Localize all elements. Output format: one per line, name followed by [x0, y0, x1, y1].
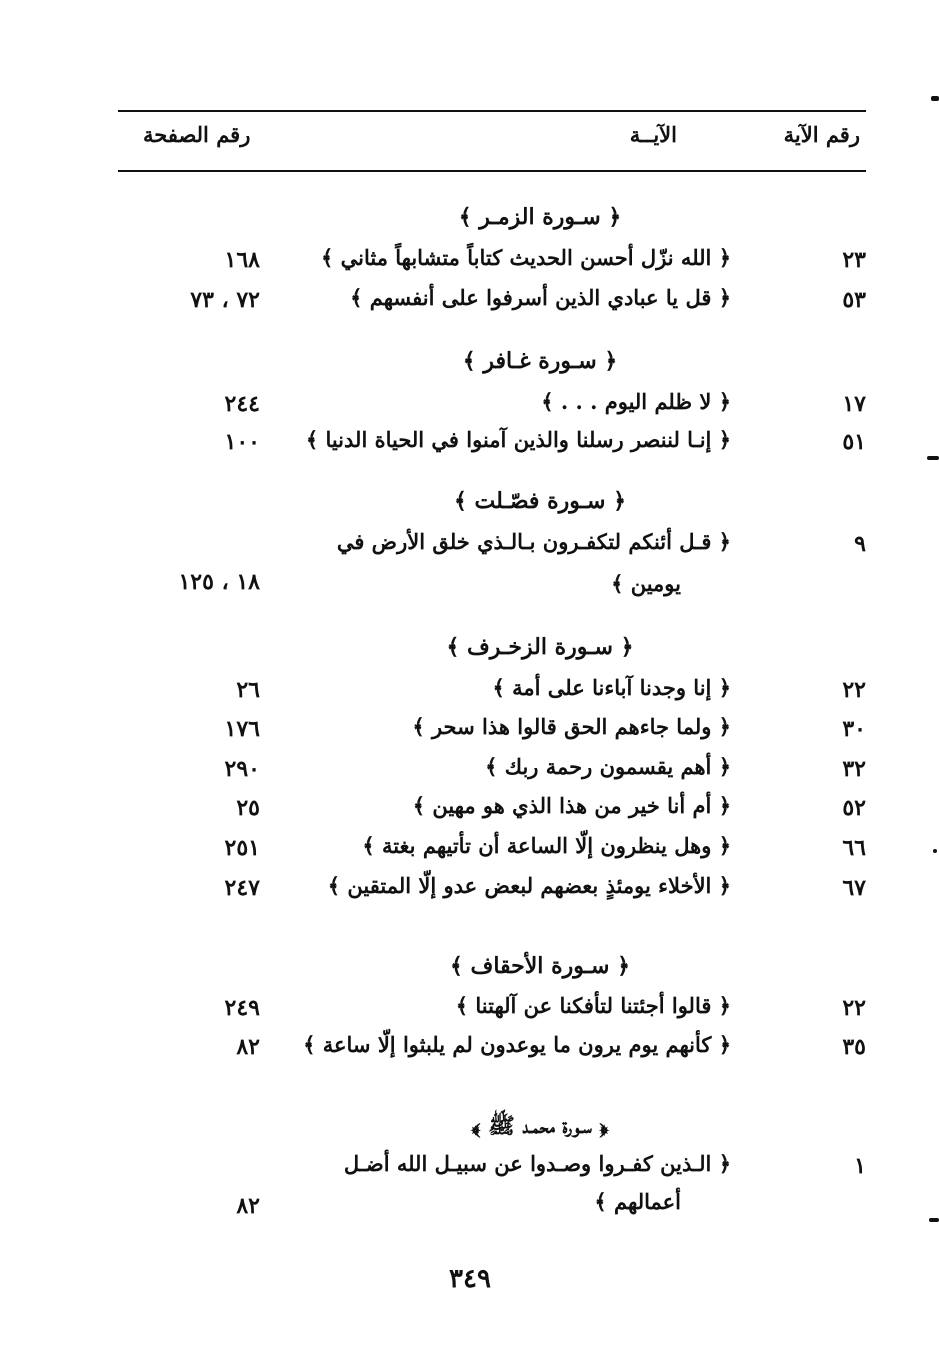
surah-heading: ﴿ سـورة الأحقاف ﴾: [449, 953, 631, 979]
ayah-number: ٢٢: [842, 677, 866, 703]
ayah-text: ﴿ كأنهم يوم يرون ما يوعدون لم يلبثوا إلّا ساعة ﴾: [303, 1032, 731, 1057]
scan-mark: [929, 1218, 939, 1222]
header-page-number: رقم الصفحة: [143, 122, 251, 147]
ayah-number: ٩: [854, 531, 866, 557]
surah-heading: ﴿ سـورة محمـد ﷺ ﴾: [471, 1113, 609, 1139]
page-folio-number: ٣٤٩: [449, 1264, 491, 1294]
ayah-text-line1: ﴿ الـذين كفـروا وصـدوا عن سبيـل الله أضـل: [343, 1151, 731, 1176]
header-ayah: الآيــة: [629, 122, 677, 147]
ayah-text: ﴿ أم أنا خير من هذا الذي هو مهين ﴾: [412, 793, 731, 818]
ayah-text: ﴿ إنا وجدنا آباءنا على أمة ﴾: [492, 675, 731, 700]
page-number: ١٧٦: [224, 716, 260, 742]
ayah-number: ٥٢: [842, 795, 866, 821]
ayah-number: ٥٣: [842, 287, 866, 313]
ayah-text: ﴿ لا ظلم اليوم . . . ﴾: [541, 389, 731, 414]
scan-mark: [927, 456, 939, 460]
page-number: ٨٢: [236, 1034, 260, 1060]
scan-mark: [931, 96, 939, 101]
header-top-rule: [118, 110, 866, 112]
ayah-number: ٣٠: [842, 716, 866, 742]
ayah-text: ﴿ قالوا أجئتنا لتأفكنا عن آلهتنا ﴾: [455, 993, 731, 1018]
surah-heading: ﴿ سـورة فصّـلت ﴾: [453, 488, 627, 514]
page-number: ١٨ ، ١٢٥: [178, 569, 260, 595]
header-ayah-number: رقم الآية: [783, 122, 860, 147]
ayah-number: ١: [854, 1153, 866, 1179]
page-number: ٢٤٤: [224, 391, 260, 417]
ayah-number: ١٧: [842, 391, 866, 417]
ayah-text: ﴿ قل يا عبادي الذين أسرفوا على أنفسهم ﴾: [350, 285, 731, 310]
page-number: ٢٤٩: [224, 995, 260, 1021]
ayah-text: ﴿ إنـا لننصر رسلنا والذين آمنوا في الحياة الدنيا ﴾: [305, 427, 731, 452]
page-number: ٢٥١: [224, 835, 260, 861]
ayah-number: ٦٧: [842, 875, 866, 901]
ayah-text: ﴿ الله نزّل أحسن الحديث كتاباً متشابهاً مثاني ﴾: [321, 245, 731, 270]
page-number: ١٦٨: [224, 247, 260, 273]
ayah-number: ٦٦: [842, 835, 866, 861]
page-number: ٢٥: [236, 795, 260, 821]
ayah-text-line2: أعمالهم ﴾: [594, 1189, 681, 1214]
page-number: ٧٢ ، ٧٣: [190, 287, 260, 313]
header-bottom-rule: [118, 170, 866, 172]
page-number: ١٠٠: [224, 429, 260, 455]
surah-heading: ﴿ سـورة الزمـر ﴾: [458, 204, 622, 230]
ayah-number: ٢٢: [842, 995, 866, 1021]
ayah-number: ٢٣: [842, 247, 866, 273]
surah-heading: ﴿ سـورة غـافر ﴾: [462, 348, 618, 374]
ayah-text: ﴿ وهل ينظرون إلّا الساعة أن تأتيهم بغتة ﴾: [362, 833, 731, 858]
ayah-number: ٣٥: [842, 1034, 866, 1060]
ayah-number: ٣٢: [842, 756, 866, 782]
page-number: ٢٤٧: [224, 875, 260, 901]
ayah-number: ٥١: [842, 429, 866, 455]
page-number: ٨٢: [236, 1193, 260, 1219]
ayah-text: ﴿ الأخلاء يومئذٍ بعضهم لبعض عدو إلّا المتقين ﴾: [327, 873, 731, 898]
ayah-text-line2: يومين ﴾: [611, 571, 681, 596]
ayah-text: ﴿ ولما جاءهم الحق قالوا هذا سحر ﴾: [412, 714, 731, 739]
scan-mark: [933, 849, 937, 853]
surah-heading: ﴿ سـورة الزخـرف ﴾: [446, 634, 634, 660]
ayah-text: ﴿ أهم يقسمون رحمة ربك ﴾: [485, 754, 731, 779]
ayah-text-line1: ﴿ قـل أئنكم لتكفـرون بـالـذي خلق الأرض في: [336, 529, 731, 554]
page-number: ٢٦: [236, 677, 260, 703]
page-number: ٢٩٠: [224, 756, 260, 782]
